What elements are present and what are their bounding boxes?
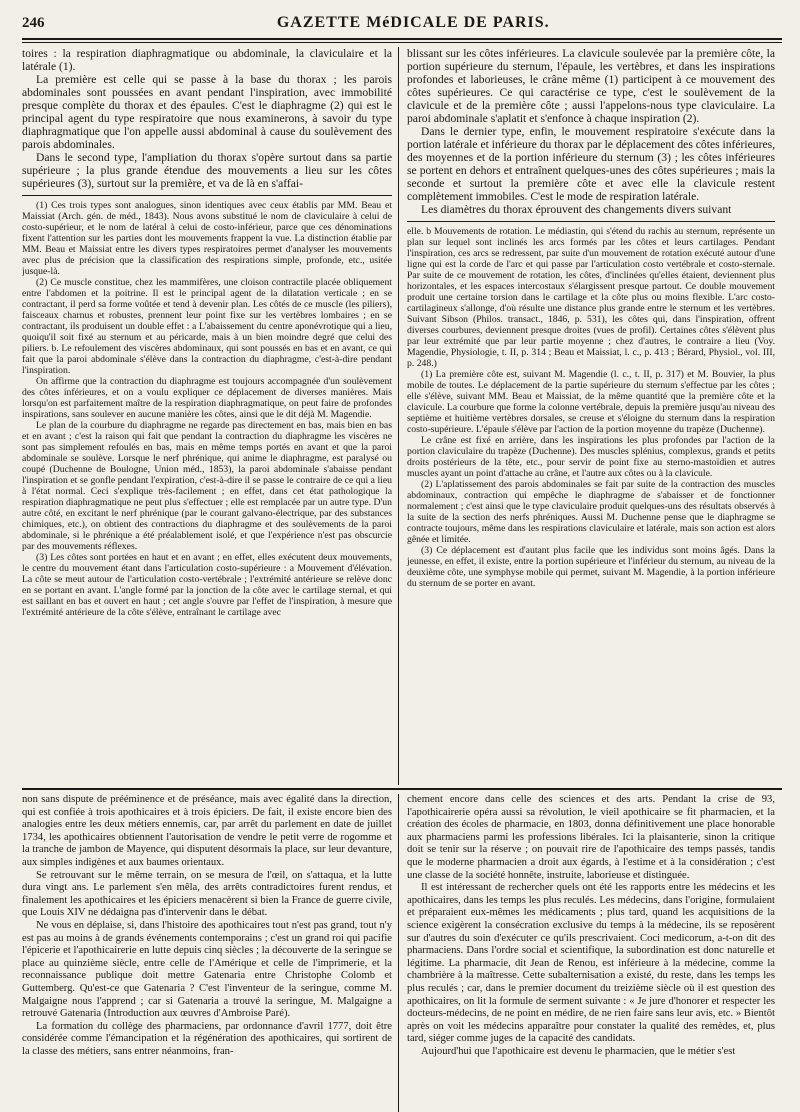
footnote: (2) Ce muscle constitue, chez les mammifères, une cloison contractile placée obliquement entre l'abdomen et la poitrine. Il est le principal agent de la dilatation verticale ; en se contractant, il perd sa forme voûtée et tend à devenir plan. Les côtés de ce muscle (les piliers), faisceaux charnus et robustes, prennent leur point fixe sur les vertèbres lombaires ; en se contractant, ils produisent un double effet : a L'abaissement du centre aponévrotique qui a lieu, quoiqu'il soit fixé au sternum et au péricarde, mais à un bien moindre degré que celui des piliers. b. Le refoulement des viscères abdominaux, qui sont poussés en bas et en avant, ce qui fait que la paroi abdominale s'élève dans la contraction du diaphragme, c'est-à-dire pendant l'inspiration. [22,277,392,376]
body-paragraph: Les diamètres du thorax éprouvent des changements divers suivant [421,203,732,216]
footnote: elle. b Mouvements de rotation. Le médiastin, qui s'étend du rachis au sternum, représente un plan sur lequel sont inclinés les arcs formés par les côtes et leurs cartilages. Pendant l'inspiration, ces arcs se redressent, par suite d'un mouvement de rotation exécuté autour d'une ligne qui est la corde de l'arc et qui passe par l'articulation costo vertébrale et costo-sternale. Par suite de ce mouvement de rotation, les côtes, d'inclinées qu'elles étaient, deviennent plus horizontales, et les espaces intercostaux s'élargissent presque partout. Ce double mouvement produit une certaine torsion dans le cartilage et la côte plus ou moins flexible. L'arc costo-cartilagineux s'allonge, d'où résulte une distance plus grande entre le sternum et les vertèbres. Suivant Sibson (Philos. transact., 1846, p. 531), les côtes qui, dans l'inspiration, offrent diverses courbures, deviennent presque droites (vues de profil). Certaines côtes s'élèvent plus par leur extrémité que par leur partie moyenne ; chez d'autres, le contraire a lieu (Voy. Magendie, Physiologie, t. II, p. 314 ; Beau et Maissiat, l. c., p. 413 ; Bérard, Physiol., vol. III, p. 248.) [407,226,775,369]
header-rule-thin [22,42,782,43]
feuilleton-paragraph: Il est intéressant de rechercher quels ont été les rapports entre les médecins et les apothicaires, dans les temps les plus reculés. Les médecins, dans l'origine, formulaient et préparaient eux-mêmes les médicaments ; plus tard, quand les acquisitions de la science exigèrent la consécration exclusive du temps à la médecine, ils se reposèrent sur d'autres du soin d'exécuter ce qu'ils prescrivaient. Coci medicorum, a-t-on dit des pharmaciens. Dans l'ordre social et scientifique, la subordination est donc naturelle et légitime. La pharmacie, dit Jean de Renou, est inférieure à la médecine, comme la chambrière à la maîtresse. Cette subalternisation a existé, du reste, dans les temps les plus reculés ; car, dans le premier document du treizième siècle où il est question des apothicaires, on lit la formule de serment suivante : « Je jure d'honorer et respecter les docteurs-médecins, de ne point en médire, de ne rien faire sans leur avis, etc. » Bientôt après on voit les médecins apparaître pour constater la qualité des remèdes, et, plus tard, siéger comme juges de la capacité des candidats. [407,882,775,1045]
lower-left-column [22,794,398,1112]
footnote-rule [407,221,775,222]
body-paragraph: La première est celle qui se passe à la base du thorax ; les parois abdominales sont poussées en avant pendant l'inspiration, avec immobilité presque complète du thorax et des épaules. C'est le diaphragme (2) qui est le principal agent du type respiratoire que nous examinerons, à savoir du type diaphragmatique que l'on appelle aussi abdominal à cause du soulèvement des parois abdominales. [22,73,392,151]
feuilleton-section [22,788,782,1112]
footnote: On affirme que la contraction du diaphragme est toujours accompagnée d'un soulèvement des côtes inférieures, et on a voulu expliquer ce déplacement de diverses manières. Mais lorsqu'on est parfaitement maître de la respiration diaphragmatique, on peut faire de profondes inspirations, sans soulever en aucune manière les côtes, ainsi que le dit déjà M. Magendie. [22,376,392,420]
footnote-rule [22,195,392,196]
lower-right-column [399,794,775,1112]
footnote: (2) L'aplatissement des parois abdominales se fait par suite de la contraction des muscles abdominaux, contraction qui empêche le diaphragme de s'abaisser et de fonctionner normalement ; c'est ainsi que le type claviculaire produit quelques-uns des résultats observés à la suite de la section des nerfs phréniques. Aussi M. Duchenne pense que le diaphragme se contracte toujours, même dans les respirations claviculaire et latérale, mais son action est alors gênée et limitée. [407,479,775,545]
feuilleton-paragraph: La formation du collège des pharmaciens, par ordonnance d'avril 1777, doit être considérée comme l'émancipation et la régénération des apothicaires, qui sortirent de la classe des métiers, sans entrer néanmoins, fran- [22,1020,392,1057]
footnote: Le crâne est fixé en arrière, dans les inspirations les plus profondes par l'action de la portion claviculaire du trapèze (Duchenne). Des muscles splénius, complexus, grands et petits droits postérieurs de la tête, etc., pour servir de point fixe au sterno-mastoïdien et autres muscles ayant un point d'attache au crâne, et l'autre aux côtes ou à la clavicule. [407,435,775,479]
body-paragraph: Dans le dernier type, enfin, le mouvement respiratoire s'exécute dans la portion latérale et inférieure du thorax par le déplacement des côtes inférieures, des moyennes et de la portion inférieure du sternum (3) ; les côtes inférieures se portent en dehors et entraînent quelques-unes des côtes supérieures ; mais la seconde et surtout la première côte et avec elle la clavicule restent complètement immobiles. C'est le mode de respiration latérale. [407,125,775,203]
journal-title: GAZETTE MéDICALE DE PARIS. [276,14,550,31]
footnote: (1) La première côte est, suivant M. Magendie (l. c., t. II, p. 317) et M. Bouvier, la plus mobile de toutes. Le déplacement de la partie supérieure du sternum s'effectue par les côtes ; elle s'élève, suivant MM. Beau et Maissiat, de la même quantité que la première côte et la clavicule. La courbure que forme la colonne vertébrale, depuis la première jusqu'au niveau des septième et huitième vertèbres dorsales, se creuse et s'éloigne du sternum dans la respiration costo-supérieure. L'épaule s'élève par l'action de la portion moyenne du trapèze (Duchenne). [407,369,775,435]
feuilleton-paragraph: Se retrouvant sur le même terrain, on se mesura de l'œil, on s'attaqua, et la lutte dura vingt ans. Le parlement s'en mêla, des arrêts contradictoires furent rendus, et finalement les apothicaires et les épiciers menacèrent si bien la France de guerre civile, que Louis XIV ne dédaigna pas d'intervenir dans le débat. [22,869,392,919]
feuilleton-paragraph: non sans dispute de prééminence et de préséance, mais avec égalité dans la direction, qui est confiée à trois apothicaires et à trois épiciers. De fait, il existe encore bien des analogies entre les deux métiers ennemis, car, par arrêt du parlement en date de juillet 1734, les apothicaires obtiennent l'autorisation de vendre le petit verre de rogomme et la tranche de jambon de Mayence, qui disputent désormais la place, sur leur devanture, aux simples indigènes et aux baumes orientaux. [22,794,392,868]
body-paragraph: blissant sur les côtes inférieures. La clavicule soulevée par la première côte, la portion supérieure du sternum, l'épaule, les vertèbres, et dans les inspirations profondes et laborieuses, le crâne même (1) participent à ce mouvement des côtes supérieures. Ce qui caractérise ce type, c'est le soulèvement de la clavicule et de la première côte ; aussi l'appelons-nous type claviculaire. La paroi abdominale s'aplatit et s'enfonce à chaque inspiration (2). [407,47,775,125]
body-paragraph: Dans le second type, l'ampliation du thorax s'opère surtout dans sa partie supérieure ; la plus grande étendue des mouvements a lieu sur les côtes supérieures (3), surtout sur la première, et va de là en s'affai- [22,151,392,190]
feuilleton-paragraph: Ne vous en déplaise, si, dans l'histoire des apothicaires tout n'est pas grand, tout n'y est pas au moins à de grands événements contemporains ; c'est un grand roi qui pacifie l'épicerie et l'apothicairerie en lutte depuis cinq siècles ; la découverte de la seringue se place au quinzième siècle, entre celle de l'Amérique et celle de l'imprimerie, et la reconnaissance publique doit mettre Gatenaria entre Christophe Colomb et Guttemberg. Qu'est-ce que Gatenaria ? C'est l'inventeur de la seringue, comme M. Malgaigne nous l'apprend ; car si Gatenaria a trouvé la seringue, M. Malgaigne a retrouvé Gatenaria (Introduction aux œuvres d'Ambroise Paré). [22,919,392,1020]
upper-section [22,47,782,785]
footnote: Le plan de la courbure du diaphragme ne regarde pas directement en bas, mais bien en bas et en avant ; c'est la raison qui fait que pendant la contraction du diaphragme les viscères ne sont pas simplement refoulés en bas, mais en même temps portés en avant et que la paroi abdominale se soulève. Lorsque le nerf phrénique, qui anime le diaphragme, est paralysé ou coupé (Duchenne de Boulogne, Union méd., 1853), la paroi abdominale s'abaisse pendant l'inspiration et se gonfle pendant l'expiration, c'est-à-dire il se passe le contraire de ce qui a lieu à l'état normal. Ceci s'explique très-facilement ; en effet, dans cet état pathologique la respiration diaphragmatique ne peut plus s'effectuer ; elle est remplacée par un autre type. D'un autre côté, en excitant le nerf phrénique (par le courant galvano-électrique, par des substances chimiques, etc.), on obtient des contractions du diaphragme et des soulèvements de la paroi abdominale, si le phrénique a été préalablement isolé, et que l'expérience n'est pas obscurcie par des mouvements réflexes. [22,420,392,552]
page-number: 246 [22,15,45,31]
page-header [22,14,782,36]
upper-left-column [22,47,398,785]
footnote: (3) Les côtes sont portées en haut et en avant ; en effet, elles exécutent deux mouvements, le centre du mouvement étant dans l'articulation costo-supérieure : a Mouvement d'élévation. La côte se meut autour de l'articulation costo-vertébrale ; l'extrémité antérieure se relève donc en se portant en avant. L'angle formé par la jonction de la côte avec le cartilage sternal, et qui est saillant en bas et ouvert en haut ; cet angle s'ouvre par l'effet de l'inspiration, à mesure que l'extrémité antérieure de la côte s'élève, entraînant le cartilage avec [22,552,392,618]
feuilleton-paragraph: Aujourd'hui que l'apothicaire est devenu le pharmacien, que le métier s'est [421,1045,736,1057]
footnote: (3) Ce déplacement est d'autant plus facile que les individus sont moins âgés. Dans la jeunesse, en effet, il existe, entre la portion supérieure et l'inférieur du sternum, au niveau de la deuxième côte, une symphyse mobile qui permet, suivant M. Magendie, à la portion inférieure du sternum de se porter en avant. [407,545,775,589]
body-paragraph: toires : la respiration diaphragmatique ou abdominale, la claviculaire et la latérale (1). [22,47,392,73]
header-rule [22,38,782,40]
footnote: (1) Ces trois types sont analogues, sinon identiques avec ceux établis par MM. Beau et Maissiat (Arch. gén. de méd., 1843). Nous avons substitué le nom de claviculaire à celui de costo-supérieur, et le nom de latéral à celui de costo-inférieur, parce que ces dénominations fixent l'attention sur les parties dont les mouvements frappent la vue. La distinction établie par MM. Beau et Maissiat entre les divers types respiratoires permet d'analyser les mouvements avec plus de précision que la classification des respirations simple, profonde, etc., usitée jusque-là. [22,200,392,277]
upper-right-column [399,47,775,785]
feuilleton-paragraph: chement encore dans celle des sciences et des arts. Pendant la crise de 93, l'apothicairerie opéra aussi sa révolution, le vieil apothicaire se fit pharmacien, et la création des écoles de pharmacie, en 1803, donna définitivement une place honorable aux pharmaciens parmi les professions libérales. Ici la plaisanterie, sinon la critique doit se tenir sur la réserve ; on pouvait rire de l'apothicaire des temps passés, tandis que le moderne pharmacien a droit aux égards, à l'estime et à la considération ; c'est une classe de la société honnête, instruite, laborieuse et distinguée. [407,794,775,881]
